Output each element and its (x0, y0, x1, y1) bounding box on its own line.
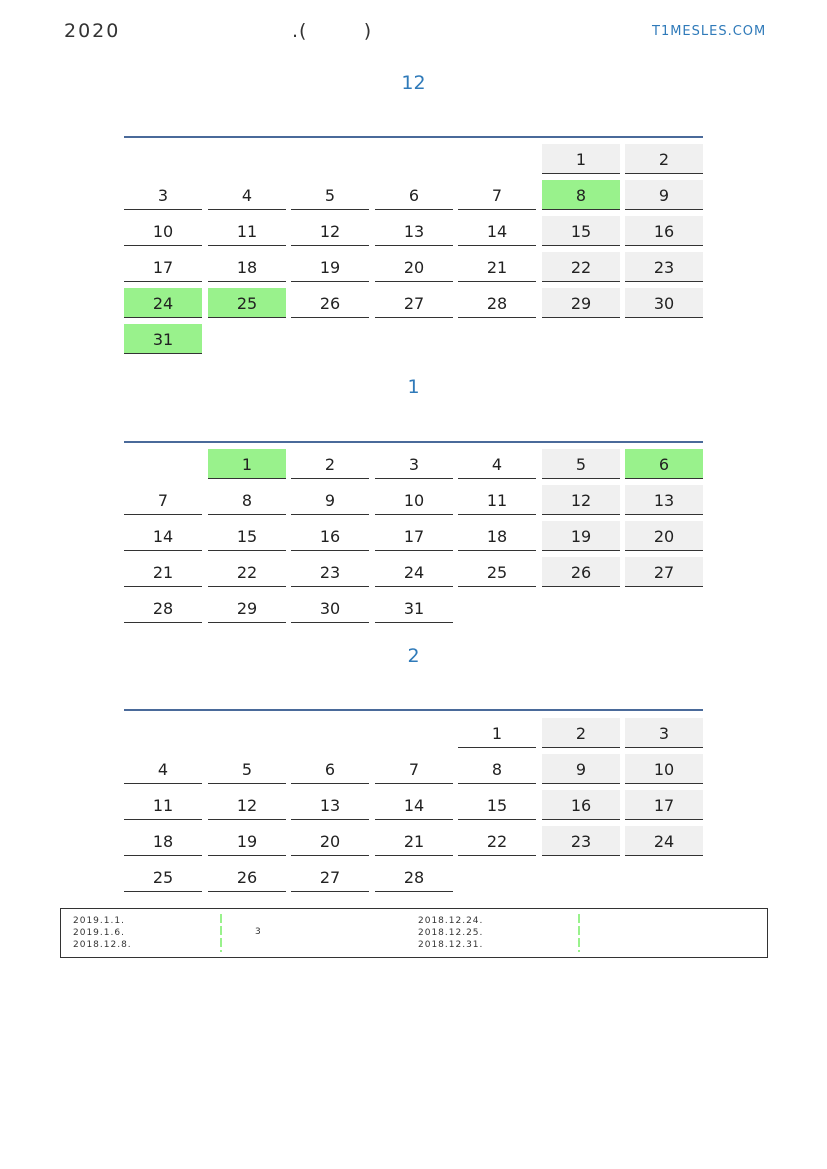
calendar-day: 12 (208, 790, 286, 820)
calendar-day: 27 (375, 288, 453, 318)
calendar-day: 3 (124, 180, 202, 210)
calendar-day: 21 (375, 826, 453, 856)
calendar-day: 22 (458, 826, 536, 856)
calendar-day: 25 (124, 862, 202, 892)
calendar-day: 31 (124, 324, 202, 354)
calendar-day: 6 (625, 449, 703, 479)
legend-left-dates (73, 915, 132, 951)
calendar-day: 13 (291, 790, 369, 820)
calendar-day: 23 (542, 826, 620, 856)
calendar-day: 14 (375, 790, 453, 820)
calendar-day: 9 (291, 485, 369, 515)
month-title: 1 (407, 376, 420, 398)
legend-date: 2018.12.31. (418, 940, 484, 950)
header-year: 2020 (64, 20, 121, 42)
legend-date: 2019.1.1. (73, 916, 125, 926)
calendar-day: 9 (625, 180, 703, 210)
calendar-day: 28 (124, 593, 202, 623)
calendar-day: 27 (625, 557, 703, 587)
calendar-day: 22 (542, 252, 620, 282)
month-divider (124, 709, 703, 711)
legend-right-dates (418, 915, 483, 951)
calendar-day: 5 (208, 754, 286, 784)
calendar-day: 29 (542, 288, 620, 318)
calendar-day: 14 (458, 216, 536, 246)
calendar-day: 22 (208, 557, 286, 587)
calendar-day: 30 (625, 288, 703, 318)
calendar-day: 16 (625, 216, 703, 246)
calendar-day: 8 (208, 485, 286, 515)
calendar-day: 16 (291, 521, 369, 551)
calendar-day: 15 (458, 790, 536, 820)
legend-date: 2018.12.24. (418, 916, 484, 926)
month-divider (124, 441, 703, 443)
calendar-day: 19 (542, 521, 620, 551)
calendar-day: 12 (291, 216, 369, 246)
calendar-day: 26 (542, 557, 620, 587)
calendar-day: 2 (542, 718, 620, 748)
calendar-day: 2 (291, 449, 369, 479)
legend-date: 2018.12.25. (418, 928, 484, 938)
legend-holiday-swatch (578, 914, 580, 952)
calendar-day: 12 (542, 485, 620, 515)
calendar-day: 3 (375, 449, 453, 479)
calendar-day: 18 (458, 521, 536, 551)
calendar-day: 1 (208, 449, 286, 479)
calendar-day: 26 (208, 862, 286, 892)
header-title: .( ) (292, 20, 373, 42)
calendar-day: 23 (291, 557, 369, 587)
calendar-day: 13 (625, 485, 703, 515)
calendar-day: 17 (124, 252, 202, 282)
calendar-day: 10 (375, 485, 453, 515)
month-divider (124, 136, 703, 138)
calendar-day: 30 (291, 593, 369, 623)
legend-date: 2019.1.6. (73, 928, 125, 938)
month-title: 12 (401, 72, 426, 94)
calendar-day: 9 (542, 754, 620, 784)
calendar-day: 18 (124, 826, 202, 856)
calendar-day: 24 (375, 557, 453, 587)
calendar-day: 7 (124, 485, 202, 515)
calendar-day: 20 (625, 521, 703, 551)
legend-note: 3 (255, 927, 262, 937)
calendar-day: 21 (124, 557, 202, 587)
calendar-day: 19 (208, 826, 286, 856)
site-link[interactable]: T1MESLES.COM (652, 24, 767, 39)
calendar-day: 3 (625, 718, 703, 748)
legend-date: 2018.12.8. (73, 940, 132, 950)
month-title: 2 (407, 645, 420, 667)
calendar-day: 19 (291, 252, 369, 282)
calendar-day: 10 (124, 216, 202, 246)
holiday-legend (60, 908, 768, 958)
calendar-day: 5 (291, 180, 369, 210)
calendar-day: 4 (124, 754, 202, 784)
calendar-day: 17 (375, 521, 453, 551)
calendar-day: 11 (124, 790, 202, 820)
calendar-day: 5 (542, 449, 620, 479)
calendar-day: 28 (458, 288, 536, 318)
calendar-day: 17 (625, 790, 703, 820)
calendar-day: 13 (375, 216, 453, 246)
calendar-day: 14 (124, 521, 202, 551)
calendar-day: 25 (208, 288, 286, 318)
calendar-day: 1 (542, 144, 620, 174)
calendar-day: 6 (291, 754, 369, 784)
calendar-day: 26 (291, 288, 369, 318)
calendar-day: 23 (625, 252, 703, 282)
calendar-day: 20 (291, 826, 369, 856)
calendar-day: 25 (458, 557, 536, 587)
calendar-day: 29 (208, 593, 286, 623)
calendar-day: 11 (458, 485, 536, 515)
calendar-day: 8 (458, 754, 536, 784)
calendar-day: 28 (375, 862, 453, 892)
calendar-day: 1 (458, 718, 536, 748)
calendar-day: 8 (542, 180, 620, 210)
calendar-day: 31 (375, 593, 453, 623)
calendar-day: 27 (291, 862, 369, 892)
calendar-day: 15 (208, 521, 286, 551)
calendar-day: 4 (208, 180, 286, 210)
calendar-day: 11 (208, 216, 286, 246)
calendar-day: 18 (208, 252, 286, 282)
calendar-day: 7 (458, 180, 536, 210)
calendar-day: 20 (375, 252, 453, 282)
calendar-day: 7 (375, 754, 453, 784)
calendar-day: 10 (625, 754, 703, 784)
calendar-day: 24 (124, 288, 202, 318)
calendar-day: 21 (458, 252, 536, 282)
legend-holiday-swatch (220, 914, 222, 952)
calendar-day: 24 (625, 826, 703, 856)
calendar-day: 15 (542, 216, 620, 246)
calendar-day: 4 (458, 449, 536, 479)
calendar-day: 16 (542, 790, 620, 820)
calendar-day: 2 (625, 144, 703, 174)
calendar-day: 6 (375, 180, 453, 210)
